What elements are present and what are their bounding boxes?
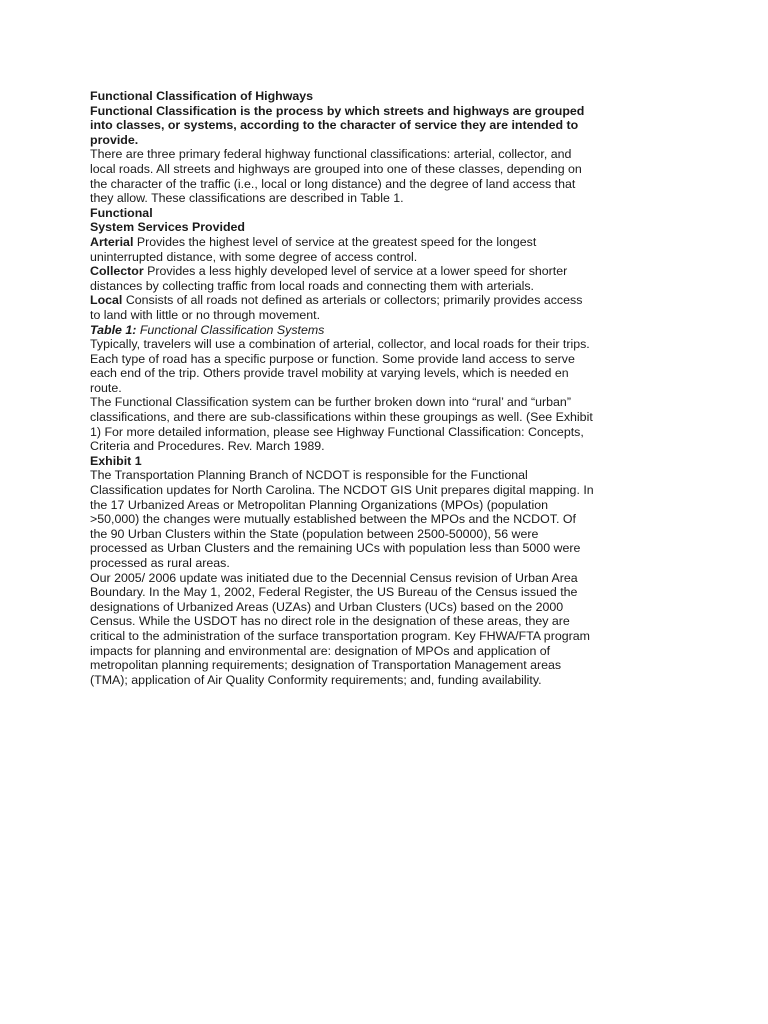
paragraph-travelers: Typically, travelers will use a combination of arterial, collector, and local roads for their trips. Each type of road has a specific purpose or function. Some provide land access to serve each end of the trip. Others provide travel mobility at varying levels, which is needed en route.: [90, 337, 590, 395]
table-row-local: [90, 293, 595, 322]
table-row-arterial: [90, 235, 595, 264]
row-text: Provides the highest level of service at the greatest speed for the longest uninterrupted distance, with some degree of access control.: [90, 234, 537, 264]
table-row-collector: [90, 264, 595, 293]
row-text: Provides a less highly developed level of service at a lower speed for shorter distances by collecting traffic from local roads and connecting them with arterials.: [90, 264, 568, 293]
row-term: Arterial: [90, 234, 134, 249]
paragraph-ncdot: The Transportation Planning Branch of NCDOT is responsible for the Functional Classification updates for North Carolina. The NCDOT GIS Unit prepares digital mapping. In the 17 Urbanized Areas or Metropolitan Planning Organizations (MPOs) (population >50,000) the changes were mutually established between the MPOs and the NCDOT. Of the 90 Urban Clusters within the State (population between 2500-50000), 56 were processed as Urban Clusters and the remaining UCs with population less than 5000 were processed as rural areas.: [90, 468, 594, 570]
document-page: [90, 89, 595, 687]
definition-paragraph: Functional Classification is the process by which streets and highways are grouped into classes, or systems, according to the character of service they are intended to provide.: [90, 103, 585, 147]
exhibit-label: Exhibit 1: [90, 453, 142, 468]
row-text: Consists of all roads not defined as arterials or collectors; primarily provides access to land with little or no through movement.: [90, 293, 583, 322]
document-title: Functional Classification of Highways: [90, 89, 314, 103]
table-caption: [90, 323, 595, 338]
row-term: Local: [90, 293, 123, 308]
paragraph-subclassifications: The Functional Classification system can be further broken down into “rural’ and “urban” classifications, and there are sub-classifications within these groupings as well. (See Exhibit 1) For more detailed information, please see Highway Functional Classification: Concepts, Criteria and Procedures. Rev. March 1989.: [90, 395, 593, 454]
table-caption-label: Table 1:: [90, 322, 137, 337]
table-caption-text: Functional Classification Systems: [136, 322, 325, 337]
table-header-functional: Functional: [90, 205, 153, 220]
intro-paragraph: There are three primary federal highway functional classifications: arterial, collector, and local roads. All streets and highways are grouped into one of these classes, depending on the character of the traffic (i.e., local or long distance) and the degree of land access that they allow. These classifications are described in Table 1.: [90, 147, 582, 206]
table-header-services: System Services Provided: [90, 220, 245, 235]
paragraph-update: Our 2005/ 2006 update was initiated due to the Decennial Census revision of Urban Area Boundary. In the May 1, 2002, Federal Register, the US Bureau of the Census issued the designations of Urbanized Areas (UZAs) and Urban Clusters (UCs) based on the 2000 Census. While the USDOT has no direct role in the designation of these areas, they are critical to the administration of the surface transportation program. Key FHWA/FTA program impacts for planning and environmental are: designation of MPOs and application of metropolitan planning requirements; designation of Transportation Management areas (TMA); application of Air Quality Conformity requirements; and, funding availability.: [90, 570, 590, 687]
row-term: Collector: [90, 264, 144, 279]
